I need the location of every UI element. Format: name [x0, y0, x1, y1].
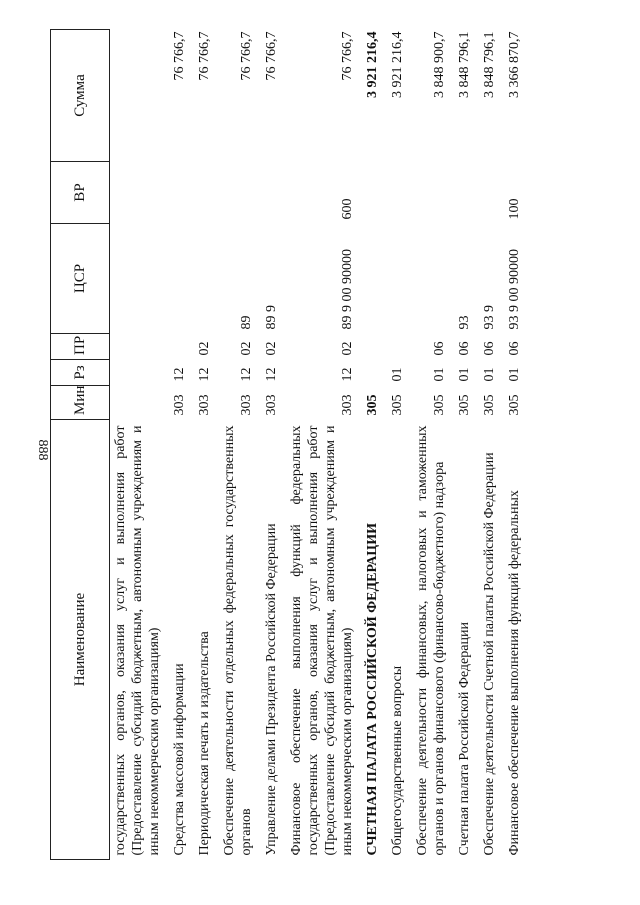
cell-csr [192, 224, 217, 334]
cell-rz: 01 [457, 367, 472, 382]
cell-min: 305 [457, 394, 472, 416]
cell-vr: 100 [507, 198, 522, 220]
table-row [217, 30, 259, 860]
cell-name: Управление делами Президента Российской Федерации [264, 523, 279, 856]
page-number: 888 [35, 439, 50, 461]
cell-csr: 93 [457, 315, 472, 330]
cell-csr: 89 [239, 315, 254, 330]
cell-pr: 06 [432, 341, 447, 356]
cell-sum: 76 766,7 [239, 31, 254, 81]
cell-name: Обеспечение деятельности Счетной палаты Российской Федерации [482, 452, 497, 856]
cell-rz: 12 [197, 367, 212, 382]
cell-min: 305 [390, 394, 405, 416]
cell-name: Обеспечение деятельности отдельных федеральных государственных органов [222, 425, 254, 856]
cell-csr [410, 224, 452, 334]
cell-csr [167, 224, 192, 334]
cell-vr [110, 162, 168, 224]
cell-min: 303 [197, 394, 212, 416]
cell-rz: 01 [482, 367, 497, 382]
cell-csr: 93 9 00 90000 [507, 249, 522, 330]
cell-pr: 02 [197, 341, 212, 356]
cell-sum: 3 921 216,4 [365, 31, 380, 98]
cell-sum: 76 766,7 [197, 31, 212, 81]
cell-rz [360, 360, 385, 386]
table-row [410, 30, 452, 860]
cell-min: 305 [482, 394, 497, 416]
cell-name: СЧЕТНАЯ ПАЛАТА РОССИЙСКОЙ ФЕДЕРАЦИИ [365, 523, 380, 856]
table-header-row [51, 30, 110, 860]
header-vr: ВР [51, 162, 110, 224]
cell-name: Средства массовой информации [172, 663, 187, 856]
cell-sum: 3 921 216,4 [390, 31, 405, 98]
table-row [477, 30, 502, 860]
table-row [360, 30, 385, 860]
cell-csr [360, 224, 385, 334]
cell-pr [360, 334, 385, 360]
cell-sum: 3 366 870,7 [507, 31, 522, 98]
cell-sum: 3 848 796,1 [482, 31, 497, 98]
budget-table [50, 29, 527, 860]
cell-name: Периодическая печать и издательства [197, 631, 212, 856]
header-sum: Сумма [51, 30, 110, 162]
cell-csr: 89 9 00 90000 [340, 249, 355, 330]
cell-vr [259, 162, 284, 224]
cell-csr [110, 224, 168, 334]
header-csr: ЦСР [51, 224, 110, 334]
cell-min: 303 [172, 394, 187, 416]
budget-table-rotated [50, 30, 620, 860]
cell-rz: 12 [239, 367, 254, 382]
cell-pr [167, 334, 192, 360]
cell-sum: 3 848 900,7 [432, 31, 447, 98]
cell-vr [217, 162, 259, 224]
table-row [452, 30, 477, 860]
table-row [502, 30, 527, 860]
cell-min: 303 [340, 394, 355, 416]
cell-pr [385, 334, 410, 360]
cell-name: Финансовое обеспечение выполнения функций федеральных [507, 490, 522, 856]
header-name: Наименование [51, 420, 110, 860]
cell-sum: 76 766,7 [340, 31, 355, 81]
cell-rz: 01 [390, 367, 405, 382]
header-pr: ПР [51, 334, 110, 360]
cell-min: 303 [239, 394, 254, 416]
cell-sum [110, 30, 168, 162]
cell-vr: 600 [340, 198, 355, 220]
table-body [110, 30, 528, 860]
cell-min: 303 [264, 394, 279, 416]
cell-name: Общегосударственные вопросы [390, 665, 405, 856]
cell-rz: 01 [432, 367, 447, 382]
table-row [259, 30, 284, 860]
cell-min: 305 [507, 394, 522, 416]
header-min: Мин [51, 386, 110, 420]
cell-sum: 3 848 796,1 [457, 31, 472, 98]
cell-name: Счетная палата Российской Федерации [457, 622, 472, 856]
cell-name: Обеспечение деятельности финансовых, налоговых и таможенных органов и органов финансового (финансово-бюджетного) надзора [415, 425, 447, 856]
cell-pr: 06 [457, 341, 472, 356]
table-row [284, 30, 360, 860]
cell-csr: 89 9 [264, 305, 279, 330]
cell-min: 305 [365, 394, 380, 416]
cell-vr [385, 162, 410, 224]
cell-csr: 93 9 [482, 305, 497, 330]
cell-name: государственных органов, оказания услуг и выполнения работ (Предоставление субсидий бюджетным, автономным учреждениям и иным некоммерческим организациям) [113, 425, 162, 856]
cell-pr: 02 [264, 341, 279, 356]
cell-rz: 01 [507, 367, 522, 382]
cell-pr: 06 [507, 341, 522, 356]
table-row [167, 30, 192, 860]
cell-min: 305 [432, 394, 447, 416]
cell-name: Финансовое обеспечение выполнения функций федеральных государственных органов, оказания услуг и выполнения работ (Предоставление субсидий бюджетным, автономным учреждениям и иным некоммерческим организациям) [289, 425, 355, 856]
cell-min [110, 386, 168, 420]
table-row [385, 30, 410, 860]
cell-vr [167, 162, 192, 224]
cell-vr [452, 162, 477, 224]
cell-vr [192, 162, 217, 224]
table-row [192, 30, 217, 860]
cell-vr [477, 162, 502, 224]
cell-pr: 02 [239, 341, 254, 356]
cell-vr [360, 162, 385, 224]
cell-rz [110, 360, 168, 386]
cell-csr [385, 224, 410, 334]
cell-pr [110, 334, 168, 360]
table-row [110, 30, 168, 860]
cell-pr: 02 [340, 341, 355, 356]
cell-sum: 76 766,7 [264, 31, 279, 81]
cell-rz: 12 [264, 367, 279, 382]
cell-rz: 12 [172, 367, 187, 382]
cell-sum: 76 766,7 [172, 31, 187, 81]
header-rz: Рз [51, 360, 110, 386]
cell-rz: 12 [340, 367, 355, 382]
cell-pr: 06 [482, 341, 497, 356]
cell-vr [410, 162, 452, 224]
